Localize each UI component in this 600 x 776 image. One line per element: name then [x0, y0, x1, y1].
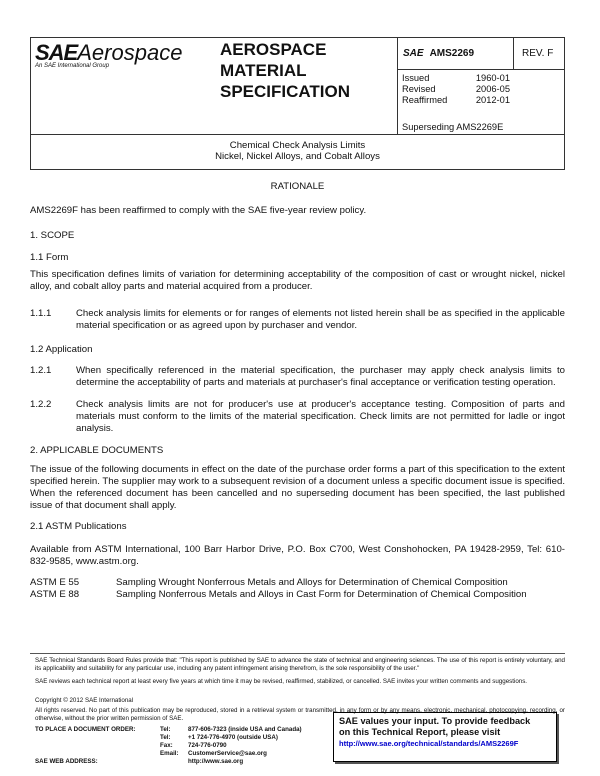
logo-tagline: An SAE International Group	[35, 63, 110, 69]
footer-copyright: Copyright © 2012 SAE International	[35, 697, 134, 704]
section-number: 1.2.1	[30, 365, 52, 376]
rationale-text: AMS2269F has been reaffirmed to comply with the SAE five-year review policy.	[30, 205, 367, 216]
section-1-2-1-text: When specifically referenced in the material specification, the purchaser may apply check analysis limits to determine the acceptability of parts and materials at purchaser's final acceptance or verification testing operation.	[76, 365, 565, 388]
section-2-1-text: Available from ASTM International, 100 Barr Harbor Drive, P.O. Box C700, West Conshohocken, PA 19428-2959, Tel: 610-832-9585, www.astm.org.	[30, 544, 565, 567]
section-number: 1.1.1	[30, 308, 52, 319]
section-1-1-1-text: Check analysis limits for elements or for ranges of elements not listed herein shall be as specified in the applicable material specification or as agreed upon by purchaser and vendor.	[76, 308, 565, 331]
web-label: SAE WEB ADDRESS:	[35, 758, 98, 765]
section-1-1-text: This specification defines limits of variation for determining acceptability of the composition of cast or wrought nickel, nickel alloy, and cobalt alloy parts and material acquired from a producer.	[30, 269, 565, 292]
superseding: Superseding AMS2269E	[402, 122, 504, 132]
document-type: AEROSPACE MATERIAL SPECIFICATION	[220, 40, 351, 101]
web-address[interactable]: http://www.sae.org	[188, 758, 244, 765]
document-title: Chemical Check Analysis Limits Nickel, Nickel Alloys, and Cobalt Alloys	[215, 140, 380, 162]
doc-dates: Issued 1960-01 Revised 2006-05 Reaffirmed 2012-01	[402, 73, 510, 105]
revision: REV. F	[522, 48, 554, 59]
feedback-link[interactable]: http://www.sae.org/technical/standards/AMS2269F	[339, 739, 519, 748]
doc-number: SAE AMS2269	[403, 48, 475, 59]
footer-rights: All rights reserved. No part of this publication may be reproduced, stored in a retrieval system or transmitted, in any form or by any means, electronic, mechanical, photocopying, recording, or otherwise, without the prior written permission of SAE.	[35, 707, 565, 722]
section-1-2-heading: 1.2 Application	[30, 344, 93, 355]
section-number: 1.2.2	[30, 399, 52, 410]
sae-aerospace-logo: SAEAerospace	[35, 40, 183, 65]
reference-list: ASTM E 55 Sampling Wrought Nonferrous Metals and Alloys for Determination of Chemical Composition ASTM E 88 Sampling Nonferrous Metals and Alloys in Cast Form for Determination of Chemical Composition	[30, 577, 527, 600]
order-label: TO PLACE A DOCUMENT ORDER:	[35, 726, 136, 733]
section-1-2-2-text: Check analysis limits are not for producer's use at producer's acceptance testing. Composition of parts and materials must conform to the limits of the material specification. Check limits are not permitted for ladle or ingot analysis.	[76, 399, 565, 434]
section-1-heading: 1. SCOPE	[30, 230, 75, 241]
footer-rules: SAE Technical Standards Board Rules provide that: "This report is published by SAE to advance the state of technical and engineering sciences. The use of this report is entirely voluntary, and its applicability and suitability for any particular use, including any patent infringement arising therefrom, is the sole responsibility of the user."	[35, 657, 565, 672]
feedback-box: SAE values your input. To provide feedback on this Technical Report, please visit http://www.sae.org/technical/standards/AMS2269F	[333, 712, 557, 762]
footer-review: SAE reviews each technical report at least every five years at which time it may be revised, reaffirmed, stabilized, or cancelled. SAE invites your written comments and suggestions.	[35, 678, 528, 685]
section-2-heading: 2. APPLICABLE DOCUMENTS	[30, 445, 164, 456]
section-2-1-heading: 2.1 ASTM Publications	[30, 521, 127, 532]
section-1-1-heading: 1.1 Form	[30, 252, 69, 263]
order-contacts: Tel: 877-606-7323 (inside USA and Canada) Tel: +1 724-776-4970 (outside USA) Fax: 724-776-0790 Email: CustomerService@sae.org http://www.sae.org	[160, 726, 302, 765]
section-2-text: The issue of the following documents in effect on the date of the purchase order forms a part of this specification to the extent specified herein. The supplier may work to a subsequent revision of a document unless a specific document issue is specified. When the referenced document has been cancelled and no superseding document has been specified, the last published issue of that document shall apply.	[30, 464, 565, 511]
rationale-heading: RATIONALE	[270, 181, 325, 192]
footer-divider	[30, 653, 565, 654]
